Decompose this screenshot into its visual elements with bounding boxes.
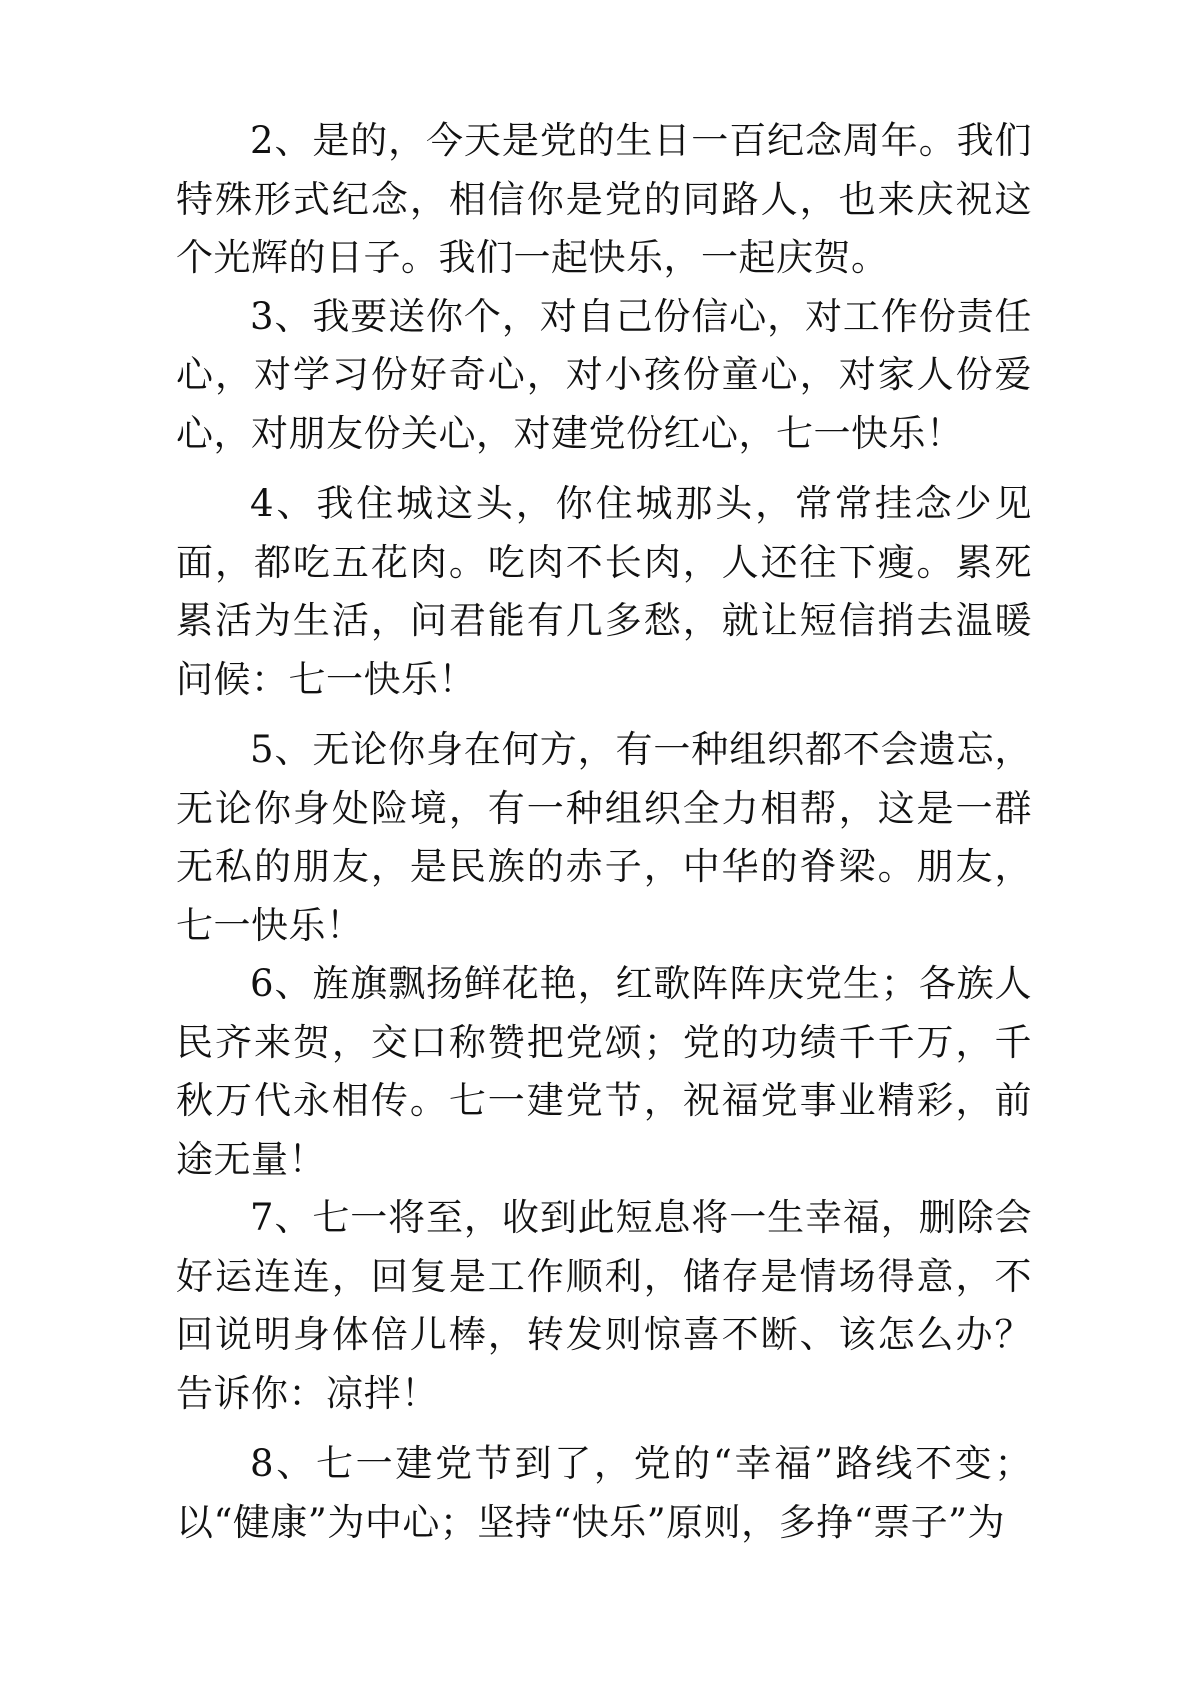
paragraph-3: 3、我要送你个，对自己份信心，对工作份责任心，对学习份好奇心，对小孩份童心，对家人份爱心，对朋友份关心，对建党份红心，七一快乐！ [176,294,1032,455]
paragraph-7: 7、七一将至，收到此短息将一生幸福，删除会好运连连，回复是工作顺利，储存是情场得意，不回说明身体倍儿棒，转发则惊喜不断、该怎么办？告诉你：凉拌！ [176,1196,1032,1415]
paragraph-4: 4、我住城这头，你住城那头，常常挂念少见面，都吃五花肉。吃肉不长肉，人还往下瘦。累死累活为生活，问君能有几多愁，就让短信捎去温暖问候：七一快乐！ [176,482,1032,701]
paragraph-5: 5、无论你身在何方，有一种组织都不会遗忘，无论你身处险境，有一种组织全力相帮，这是一群无私的朋友，是民族的赤子，中华的脊梁。朋友，七一快乐！ [176,728,1032,947]
paragraph-6: 6、旌旗飘扬鲜花艳，红歌阵阵庆党生；各族人民齐来贺，交口称赞把党颂；党的功绩千千万，千秋万代永相传。七一建党节，祝福党事业精彩，前途无量！ [176,962,1032,1181]
paragraph-2: 2、是的，今天是党的生日一百纪念周年。我们特殊形式纪念，相信你是党的同路人，也来庆祝这个光辉的日子。我们一起快乐，一起庆贺。 [176,119,1032,279]
document-body [176,112,1032,1552]
paragraph-8: 8、七一建党节到了，党的“幸福”路线不变；以“健康”为中心；坚持“快乐”原则，多挣“票子”为 [176,1442,1032,1544]
